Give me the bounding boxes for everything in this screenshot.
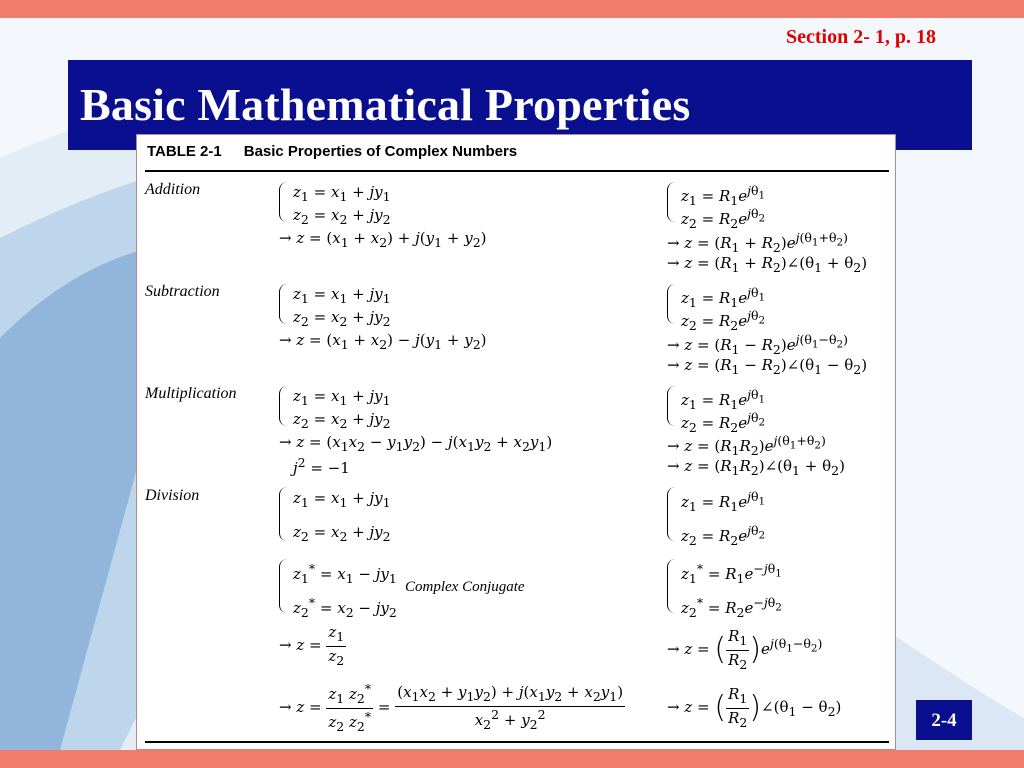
- table-top-rule: [145, 170, 889, 172]
- rect-z1: $z_1 = x_1 + jy_1$: [293, 387, 391, 408]
- operation-label-division: Division: [145, 487, 200, 504]
- polar-z2: $z_2 = R_2e^{j\theta_2}$: [681, 206, 766, 231]
- polar-z1: $z_1 = R_1e^{j\theta_1}$: [681, 387, 766, 412]
- polar-z2: $z_2 = R_2e^{j\theta_2}$: [681, 308, 766, 333]
- subtraction-exp-result: → $z = (R_1 - R_2)e^{j(\theta_1-\theta_2)}$: [667, 332, 849, 357]
- operation-label-addition: Addition: [145, 181, 201, 198]
- rect-z2: $z_2 = x_2 + jy_2$: [293, 206, 391, 227]
- multiplication-rect-result: → $z = (x_1x_2 - y_1y_2) - j(x_1y_2 + x_2y_1)$: [279, 433, 553, 454]
- complex-conjugate-note: Complex Conjugate: [405, 579, 525, 595]
- section-reference: Section 2- 1, p. 18: [786, 26, 936, 48]
- page-number-badge: [916, 700, 972, 740]
- polar-z2: $z_2 = R_2e^{j\theta_2}$: [681, 410, 766, 435]
- conjugate-z1: $z_1^* = x_1 - jy_1$: [293, 561, 397, 586]
- brace: [667, 284, 675, 324]
- polar-z1: $z_1 = R_1e^{j\theta_1}$: [681, 183, 766, 208]
- rect-z1: $z_1 = x_1 + jy_1$: [293, 285, 391, 306]
- operation-label-subtraction: Subtraction: [145, 283, 220, 300]
- brace: [667, 386, 675, 426]
- brace: [279, 487, 287, 541]
- brace: [279, 559, 287, 613]
- polar-z2: $z_2 = R_2e^{j\theta_2}$: [681, 523, 766, 548]
- brace: [667, 559, 675, 613]
- polar-conjugate-z2: $z_2^* = R_2e^{-j\theta_2}$: [681, 595, 782, 620]
- table-bottom-rule: [145, 741, 889, 743]
- page-number: 2-4: [931, 710, 957, 731]
- rect-z2: $z_2 = x_2 + jy_2$: [293, 523, 391, 544]
- complex-properties-table: [136, 134, 896, 750]
- division-quotient: → z = $\frac{z_1}{z_2}$: [279, 623, 345, 668]
- conjugate-z2: $z_2^* = x_2 - jy_2$: [293, 595, 397, 620]
- table-number: TABLE 2-1: [147, 143, 222, 160]
- brace: [279, 182, 287, 222]
- brace: [667, 182, 675, 222]
- addition-exp-result: → $z = (R_1 + R_2)e^{j(\theta_1+\theta_2)}$: [667, 230, 849, 255]
- rect-z1: $z_1 = x_1 + jy_1$: [293, 183, 391, 204]
- table-heading: [147, 143, 517, 160]
- j-squared-identity: $j^2 = -1$: [293, 455, 350, 477]
- brace: [279, 284, 287, 324]
- brace: [279, 386, 287, 426]
- multiplication-exp-result: → $z = (R_1R_2)e^{j(\theta_1+\theta_2)}$: [667, 433, 826, 458]
- slide-title: Basic Mathematical Properties: [80, 79, 691, 130]
- top-accent-bar: [0, 0, 1024, 18]
- division-exp-result: → z = ( $\frac{R_1}{R_2}$ )$e^{j(\theta_1-\theta_2)}$: [667, 627, 823, 672]
- polar-conjugate-z1: $z_1^* = R_1e^{-j\theta_1}$: [681, 561, 782, 586]
- polar-z1: $z_1 = R_1e^{j\theta_1}$: [681, 489, 766, 514]
- subtraction-polar-result: → $z = (R_1$ − $R_2)\angle(\theta_1 - \theta_2)$: [667, 356, 868, 377]
- polar-z1: $z_1 = R_1e^{j\theta_1}$: [681, 285, 766, 310]
- rect-z1: $z_1 = x_1 + jy_1$: [293, 489, 391, 510]
- table-caption: Basic Properties of Complex Numbers: [243, 143, 518, 160]
- division-polar-result: → z = ( $\frac{R_1}{R_2}$ )$\angle(\theta_1 - \theta_2)$: [667, 685, 842, 730]
- multiplication-polar-result: → $z = (R_1R_2)\angle(\theta_1 + \theta_2)$: [667, 457, 845, 478]
- subtraction-rect-result: → $z = (x_1 + x_2) - j(y_1 + y_2)$: [279, 331, 487, 352]
- addition-polar-result: → $z = (R_1$ + $R_2)\angle(\theta_1 + \theta_2)$: [667, 254, 868, 275]
- brace: [667, 487, 675, 541]
- rect-z2: $z_2 = x_2 + jy_2$: [293, 308, 391, 329]
- bottom-accent-bar: [0, 750, 1024, 768]
- addition-rect-result: → $z = (x_1 + x_2) + j(y_1 + y_2)$: [279, 229, 487, 250]
- operation-label-multiplication: Multiplication: [145, 385, 237, 402]
- rect-z2: $z_2 = x_2 + jy_2$: [293, 410, 391, 431]
- division-rect-result: → z = $\frac{z_1 z_2^*}{z_2 z_2^*}$ = $\frac{(x_1x_2 + y_1y_2) + j(x_1y_2 + x_2y_1)}{x_2^2 + y_2^2}$: [279, 681, 624, 734]
